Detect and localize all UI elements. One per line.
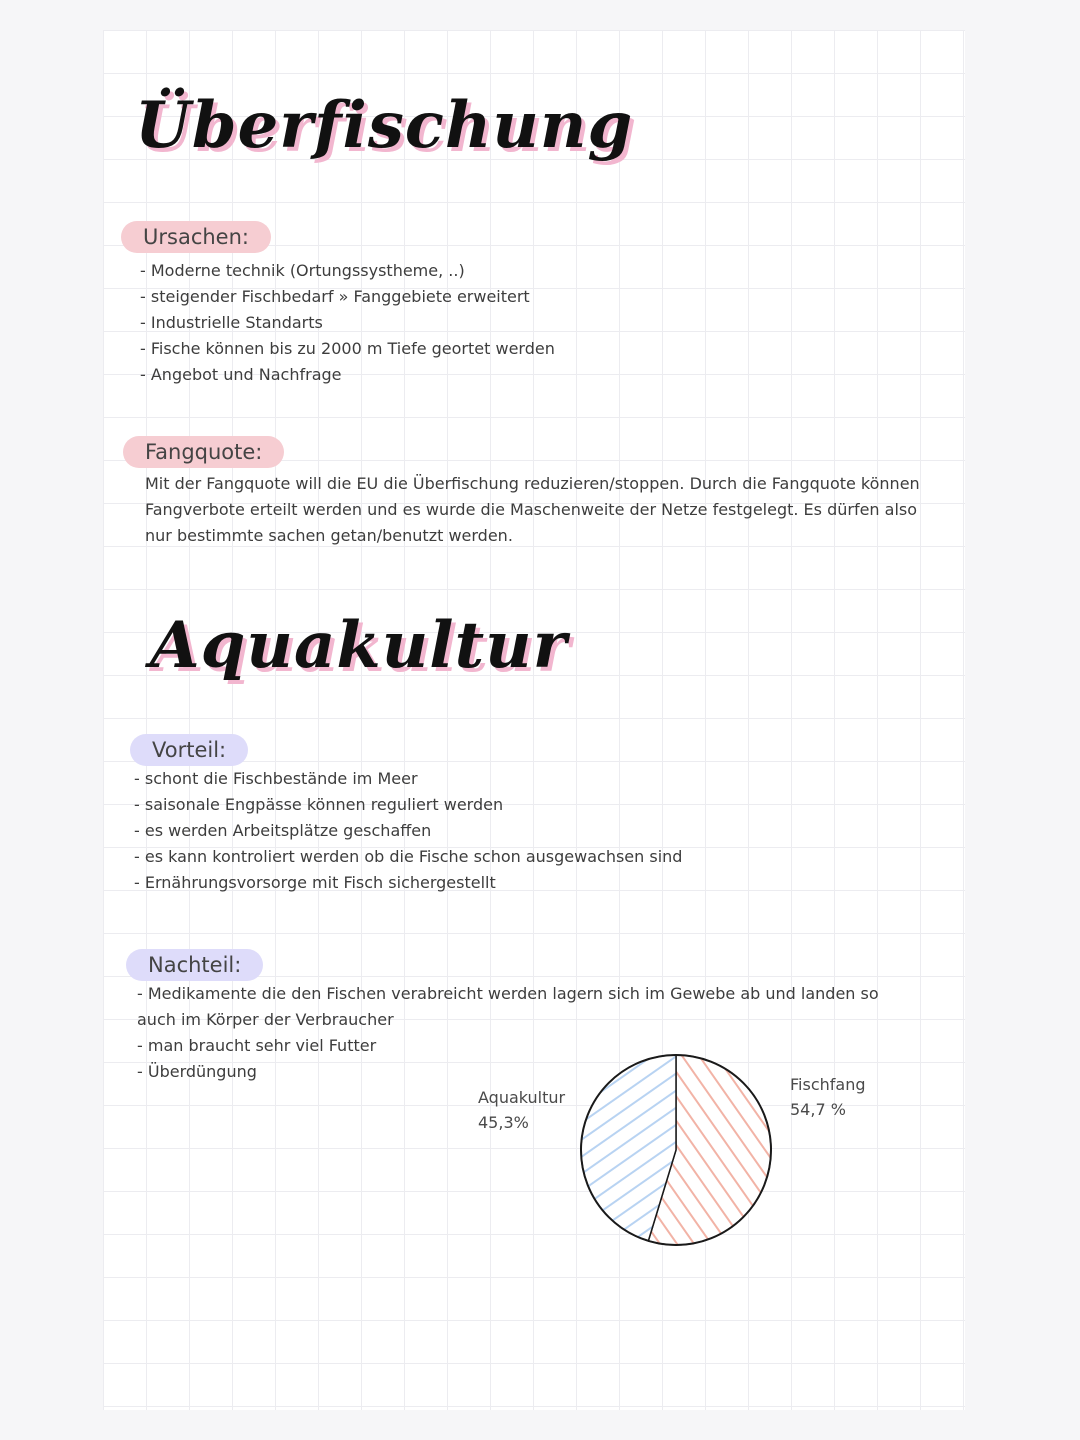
list-item: - es werden Arbeitsplätze geschaffen [134, 818, 682, 844]
label-fangquote: Fangquote: [123, 436, 284, 468]
list-item: - Medikamente die den Fischen verabreicht werden lagern sich im Gewebe ab und landen so auch im Körper der Verbraucher [137, 981, 917, 1033]
list-ursachen [140, 258, 555, 388]
list-item: - Angebot und Nachfrage [140, 362, 555, 388]
list-item: - man braucht sehr viel Futter [137, 1033, 917, 1059]
list-item: - Ernährungsvorsorge mit Fisch sichergestellt [134, 870, 682, 896]
label-vorteil: Vorteil: [130, 734, 248, 766]
slice-value-fischfang: 54,7 % [790, 1100, 846, 1119]
list-item: - Industrielle Standarts [140, 310, 555, 336]
list-nachteil [137, 981, 917, 1085]
title-ueberfischung: Überfischung [135, 88, 634, 163]
slice-name-fischfang: Fischfang [790, 1075, 866, 1094]
title-aquakultur: Aquakultur [150, 608, 568, 683]
slice-value-aquakultur: 45,3% [478, 1113, 529, 1132]
list-item: - saisonale Engpässe können reguliert werden [134, 792, 682, 818]
pie-chart [570, 1044, 782, 1256]
pie-label-fischfang [790, 1072, 866, 1122]
pie-label-aquakultur [478, 1085, 565, 1135]
label-nachteil: Nachteil: [126, 949, 263, 981]
list-vorteil [134, 766, 682, 896]
slice-name-aquakultur: Aquakultur [478, 1088, 566, 1107]
list-item: - Fische können bis zu 2000 m Tiefe geortet werden [140, 336, 555, 362]
list-item: - es kann kontroliert werden ob die Fische schon ausgewachsen sind [134, 844, 682, 870]
list-item: - Moderne technik (Ortungssystheme, ..) [140, 258, 555, 284]
label-ursachen: Ursachen: [121, 221, 271, 253]
list-item: - schont die Fischbestände im Meer [134, 766, 682, 792]
fangquote-text: Mit der Fangquote will die EU die Überfischung reduzieren/stoppen. Durch die Fangquote können Fangverbote erteilt werden und es wurde die Maschenweite der Netze festgelegt. Es dürfen also nur bestimmte sachen getan/benutzt werden. [145, 474, 920, 545]
list-item: - Überdüngung [137, 1059, 917, 1085]
list-item: - steigender Fischbedarf » Fanggebiete erweitert [140, 284, 555, 310]
